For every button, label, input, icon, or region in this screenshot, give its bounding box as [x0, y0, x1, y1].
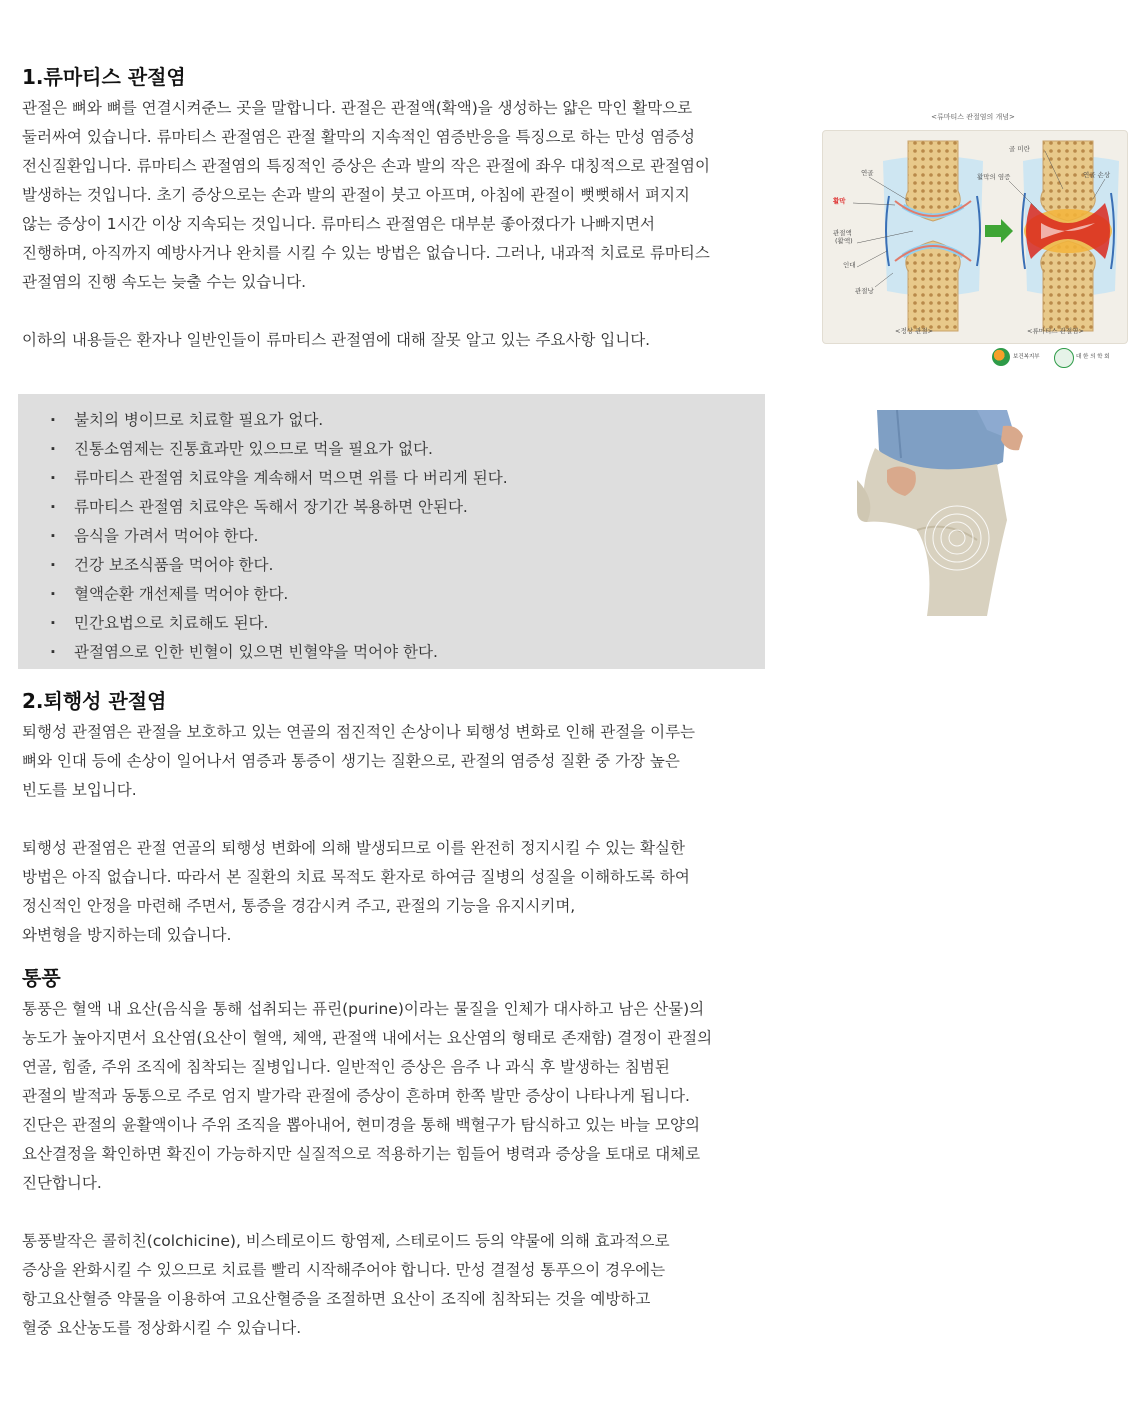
- arrow-icon: [985, 219, 1013, 243]
- label-cartilage: 연골: [861, 169, 874, 177]
- myth-item: · 진통소염제는 진통효과만 있으므로 먹을 필요가 없다.: [18, 435, 765, 464]
- gout-body-2: 통풍발작은 콜히친(colchicine), 비스테로이드 항염제, 스테로이드 등의 약물에 의해 효과적으로 증상을 완화시킬 수 있으므로 치료를 빨리 시작해주어야 합니다. 만성 결절성 통푸으이 경우에는 항고요산혈증 약물을 이용하여 고요산혈증을 조절하면 요산이 조직에 침착되는 것을 예방하고 혈중 요산농도를 정상화시킬 수 있습니다.: [22, 1232, 670, 1337]
- myth-item: · 류마티스 관절염 치료약을 계속해서 먹으면 위를 다 버리게 된다.: [18, 464, 765, 493]
- myth-item: · 불치의 병이므로 치료할 필요가 없다.: [18, 406, 765, 435]
- gout-section: [22, 965, 782, 1343]
- ministry-logo-icon: [992, 348, 1010, 366]
- ra-body: 관절은 뼈와 뼈를 연결시켜준느 곳을 말합니다. 관절은 관절액(확액)을 생성하는 얇은 막인 활막으로 둘러싸여 있습니다. 류마티스 관절염은 관절 활막의 지속적인 염증반응을 특징으로 하는 만성 염증성 전신질환입니다. 류마티스 관절염의 특징적인 증상은 손과 발의 작은 관절에 좌우 대칭적으로 관절염이 발생하는 것입니다. 초기 증상으로는 손과 발의 관절이 붓고 아프며, 아침에 관절이 뻣뻣해서 펴지지 않는 증상이 1시간 이상 지속되는 것입니다. 류마티스 관절염은 대부분 좋아졌다가 나빠지면서 진행하며, 아직까지 예방사거나 완치를 시킬 수 있는 방법은 없습니다. 그러나, 내과적 치료로 류마티스 관절염의 진행 속도는 늦출 수는 있습니다.: [22, 99, 710, 291]
- oa-title: 2.퇴행성 관절염: [22, 689, 167, 713]
- myth-item: · 혈액순환 개선제를 먹어야 한다.: [18, 580, 765, 609]
- academy-logo-icon: [1054, 348, 1074, 368]
- normal-joint: [883, 141, 983, 331]
- oa-section: [22, 688, 782, 950]
- myths-list: [18, 394, 765, 667]
- gout-title: 통풍: [22, 966, 61, 990]
- joint-diagram: [823, 131, 1127, 343]
- label-erosion: 골 미란: [1009, 145, 1030, 153]
- label-inflammation: 활막의 염증: [977, 173, 1011, 181]
- academy-logo-text: 대 한 의 학 회: [1076, 354, 1110, 360]
- label-normal-joint: <정상 관절>: [895, 327, 934, 335]
- label-fluid-sub: (활액): [835, 237, 853, 245]
- ra-concept-figure: [820, 110, 1126, 372]
- ra-section: [22, 64, 774, 355]
- diagram-panel: [822, 130, 1128, 344]
- oa-body-1: 퇴행성 관절염은 관절을 보호하고 있는 연골의 점진적인 손상이나 퇴행성 변화로 인해 관절을 이루는 뼈와 인대 등에 손상이 일어나서 염증과 통증이 생기는 질환으로, 관절의 염증성 질환 중 가장 높은 빈도를 보입니다.: [22, 723, 696, 799]
- gout-body-1: 통풍은 혈액 내 요산(음식을 통해 섭취되는 퓨린(purine)이라는 물질을 인체가 대사하고 남은 산물)의 농도가 높아지면서 요산염(요산이 혈액, 체액, 관절액 내에서는 요산염의 형태로 존재함) 결정이 관절의 연골, 힘줄, 주위 조직에 침착되는 질병입니다. 일반적인 증상은 음주 나 과식 후 발생하는 침범된 관절의 발적과 동통으로 주로 엄지 발가락 관절에 증상이 흔하며 한쪽 발만 증상이 나타나게 됩니다. 진단은 관절의 윤활액이나 주위 조직을 뽑아내어, 현미경을 통해 백혈구가 탐식하고 있는 바늘 모양의 요산결정을 확인하면 확진이 가능하지만 실질적으로 적용하기는 힘들어 병력과 증상을 토대로 대체로 진단합니다.: [22, 1000, 713, 1192]
- figure-title: <류마티스 관절염의 개념>: [931, 113, 1015, 121]
- ra-intro: 이하의 내용들은 환자나 일반인들이 류마티스 관절염에 대해 잘못 알고 있는 주요사항 입니다.: [22, 331, 651, 349]
- label-damage: 연골 손상: [1083, 171, 1111, 179]
- ra-title: 1.류마티스 관절염: [22, 65, 186, 89]
- knee-pain-illustration: [857, 410, 1024, 616]
- label-ligament: 인대: [843, 261, 856, 269]
- ministry-logo-text: 보건복지부: [1013, 354, 1040, 360]
- label-capsule: 관절낭: [855, 287, 874, 295]
- knee-pain-photo: [857, 410, 1024, 616]
- label-synovium: 활막: [833, 197, 846, 205]
- myth-item: · 건강 보조식품을 먹어야 한다.: [18, 551, 765, 580]
- ra-joint: [1022, 141, 1119, 331]
- oa-body-2: 퇴행성 관절염은 관절 연골의 퇴행성 변화에 의해 발생되므로 이를 완전히 정지시킬 수 있는 확실한 방법은 아직 없습니다. 따라서 본 질환의 치료 목적도 환자로 하여금 질병의 성질을 이해하도록 하여 정신적인 안정을 마련해 주면서, 통증을 경감시켜 주고, 관절의 기능을 유지시키며, 와변형을 방지하는데 있습니다.: [22, 839, 690, 944]
- logo-row: [992, 346, 1122, 368]
- label-ra-joint: <류마티스 관절염>: [1027, 327, 1084, 335]
- myths-box: [18, 394, 765, 669]
- label-fluid: 관절액: [833, 229, 852, 237]
- myth-item: · 류마티스 관절염 치료약은 독해서 장기간 복용하면 안된다.: [18, 493, 765, 522]
- myth-item: · 음식을 가려서 먹어야 한다.: [18, 522, 765, 551]
- myth-item: · 민간요법으로 치료해도 된다.: [18, 609, 765, 638]
- myth-item: · 관절염으로 인한 빈혈이 있으면 빈혈약을 먹어야 한다.: [18, 638, 765, 667]
